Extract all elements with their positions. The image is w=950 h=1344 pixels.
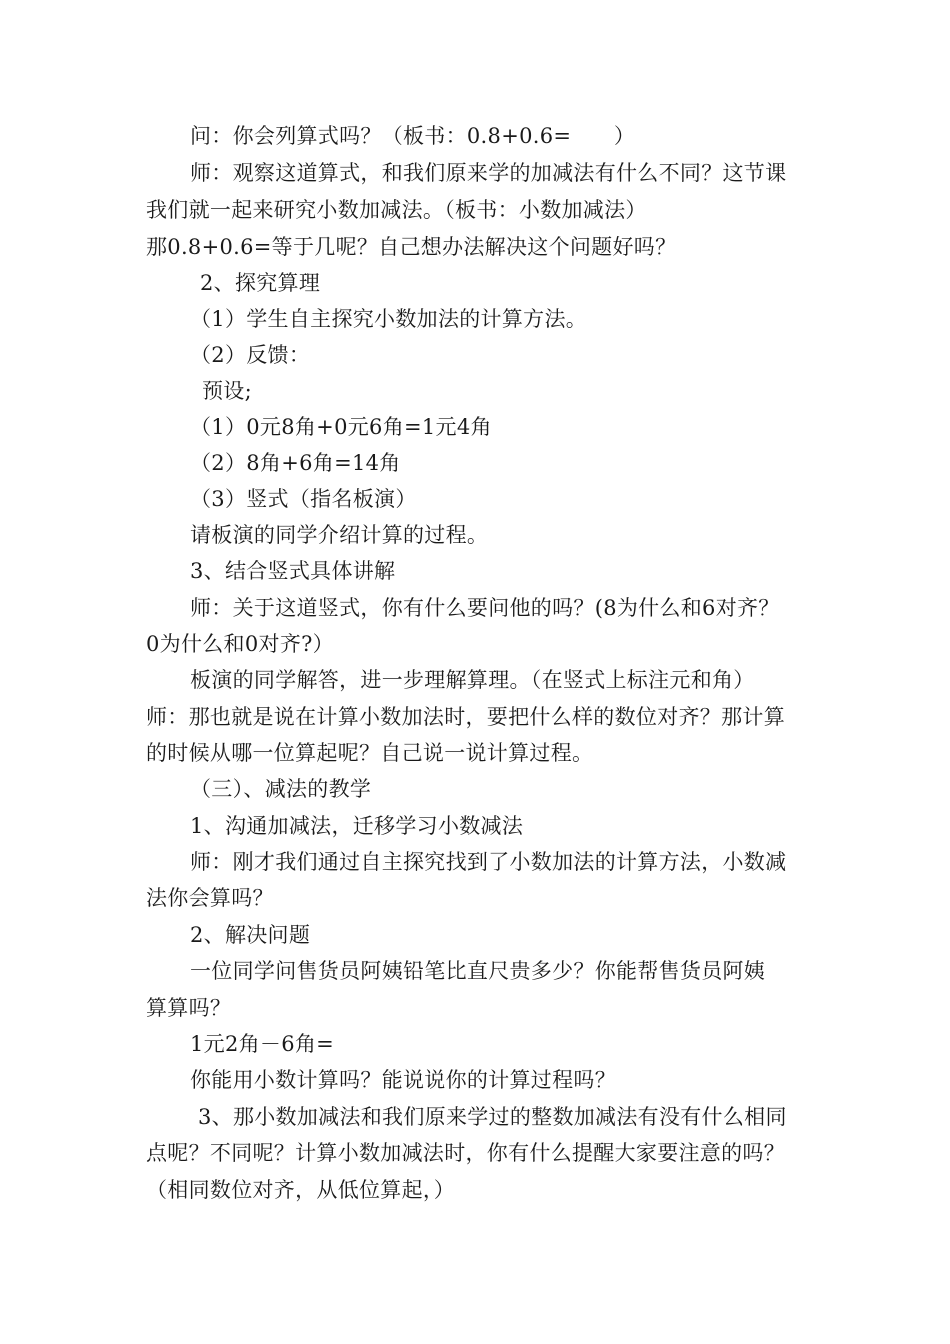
text-line: 板演的同学解答，进一步理解算理。（在竖式上标注元和角） (190, 668, 755, 692)
text-line: 师：关于这道竖式，你有什么要问他的吗？(8为什么和6对齐？ (190, 596, 780, 620)
text-line: （1）学生自主探究小数加法的计算方法。 (190, 307, 588, 331)
section-heading: 2、解决问题 (190, 923, 311, 947)
text-line: 师：刚才我们通过自主探究找到了小数加法的计算方法，小数减 (190, 850, 787, 874)
section-heading: （三）、减法的教学 (190, 777, 372, 801)
text-line: （3）竖式（指名板演） (190, 487, 417, 511)
text-line: 你能用小数计算吗？能说说你的计算过程吗？ (190, 1068, 616, 1092)
text-line: 师：观察这道算式，和我们原来学的加减法有什么不同？这节课 (190, 161, 787, 185)
text-line: 算算吗？ (146, 996, 232, 1020)
text-line: 的时候从哪一位算起呢？自己说一说计算过程。 (146, 741, 594, 765)
text-line: （1）0元8角+0元6角=1元4角 (190, 415, 492, 439)
text-line: 那0.8+0.6=等于几呢？自己想办法解决这个问题好吗？ (146, 235, 677, 259)
text-line: （相同数位对齐，从低位算起，） (146, 1178, 455, 1202)
text-line: （2）8角+6角=14角 (190, 451, 401, 475)
section-heading: 3、结合竖式具体讲解 (190, 559, 396, 583)
text-line: 请板演的同学介绍计算的过程。 (190, 523, 489, 547)
text-line: 点呢？不同呢？计算小数加减法时，你有什么提醒大家要注意的吗？ (146, 1141, 785, 1165)
text-line: 师：那也就是说在计算小数加法时，要把什么样的数位对齐？那计算 (146, 705, 785, 729)
text-line: 1元2角－6角= (190, 1032, 335, 1056)
text-line: 预设; (202, 379, 252, 403)
text-line: 3、那小数加减法和我们原来学过的整数加减法有没有什么相同 (198, 1105, 787, 1129)
section-heading: 1、沟通加减法，迁移学习小数减法 (190, 814, 524, 838)
text-line: 一位同学问售货员阿姨铅笔比直尺贵多少？你能帮售货员阿姨 (190, 959, 766, 983)
text-line: 0为什么和0对齐?） (146, 632, 334, 656)
section-heading: 2、探究算理 (200, 271, 321, 295)
text-line: 我们就一起来研究小数加减法。（板书：小数加减法） (146, 198, 647, 222)
text-line: 法你会算吗？ (146, 886, 274, 910)
text-line: 问：你会列算式吗？（板书：0.8+0.6= ） (190, 124, 636, 148)
text-line: （2）反馈： (190, 343, 311, 367)
